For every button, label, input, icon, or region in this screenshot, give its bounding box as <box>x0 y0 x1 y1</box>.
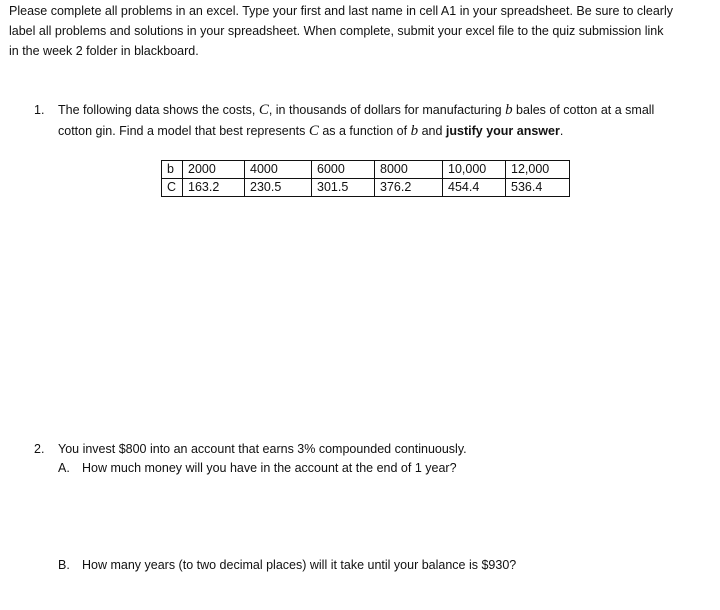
table-cell: 12,000 <box>506 161 570 179</box>
table-cell: 2000 <box>183 161 245 179</box>
instructions-line-3: in the week 2 folder in blackboard. <box>9 44 199 58</box>
part-b-letter: B. <box>58 558 70 572</box>
text-segment: The following data shows the costs, <box>58 103 259 117</box>
part-a-letter: A. <box>58 461 70 475</box>
problem-1-line-1 <box>58 99 654 120</box>
variable-b: b <box>505 102 513 118</box>
table-cell: 376.2 <box>375 179 443 197</box>
cotton-cost-table <box>161 160 570 197</box>
part-b-text: How many years (to two decimal places) will it take until your balance is $930? <box>82 558 517 572</box>
row-label: b <box>162 161 183 179</box>
table-cell: 230.5 <box>245 179 312 197</box>
problem-1-line-2 <box>58 120 654 141</box>
part-a-text: How much money will you have in the account at the end of 1 year? <box>82 461 457 475</box>
problem-1-text <box>58 99 654 141</box>
table-row <box>162 161 570 179</box>
table-cell: 301.5 <box>312 179 375 197</box>
table-row <box>162 179 570 197</box>
text-segment: and <box>418 124 446 138</box>
problem-2-number: 2. <box>34 442 45 456</box>
text-segment: . <box>559 124 564 138</box>
table-cell: 4000 <box>245 161 312 179</box>
variable-C: C <box>258 102 269 118</box>
text-segment: , in thousands of dollars for manufacturing <box>268 103 506 117</box>
table-cell: 163.2 <box>183 179 245 197</box>
instructions <box>9 1 720 61</box>
text-segment: as a function of <box>318 124 411 138</box>
table-cell: 6000 <box>312 161 375 179</box>
row-label: C <box>162 179 183 197</box>
instructions-line-1: Please complete all problems in an excel. Type your first and last name in cell A1 in your spreadsheet. Be sure to clearly <box>9 4 674 18</box>
table-cell: 10,000 <box>443 161 506 179</box>
variable-C: C <box>308 123 319 139</box>
table-cell: 536.4 <box>506 179 570 197</box>
instructions-line-2: label all problems and solutions in your spreadsheet. When complete, submit your excel file to the quiz submission link <box>9 24 664 38</box>
text-segment: bales of cotton at a small <box>512 103 655 117</box>
table-cell: 8000 <box>375 161 443 179</box>
problem-1-number: 1. <box>34 103 45 117</box>
problem-2-text: You invest $800 into an account that earns 3% compounded continuously. <box>58 442 467 456</box>
table-cell: 454.4 <box>443 179 506 197</box>
variable-b: b <box>410 123 419 139</box>
text-segment: cotton gin. Find a model that best represents <box>58 124 309 138</box>
justify-emphasis: justify your answer <box>445 124 560 138</box>
